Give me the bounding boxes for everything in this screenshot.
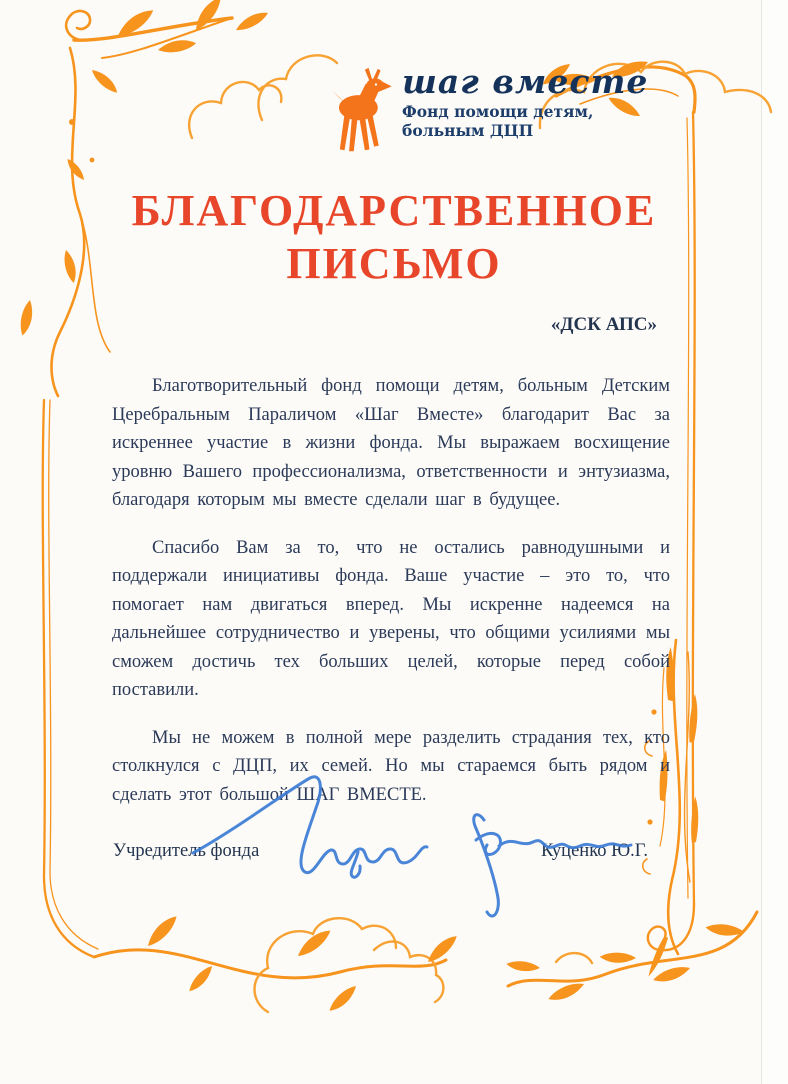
signer-name: Куценко Ю.Г. [540, 841, 648, 861]
letter-title-line2: ПИСЬМО [286, 239, 502, 288]
recipient-name: «ДСК АПС» [550, 314, 657, 335]
signature-row [113, 841, 648, 862]
fund-logo [330, 64, 648, 154]
letter-title [0, 184, 788, 290]
letter-body [112, 372, 670, 828]
signer-role: Учредитель фонда [113, 841, 260, 861]
paragraph-2: Спасибо Вам за то, что не остались равнодушными и поддержали инициативы фонда. Ваше участие – это то, что помогает нам двигаться вперед. Мы искренне надеемся на дальнейшее сотрудничество и уверены, что общими усилиями мы сможем достичь тех больших целей, которые перед собой поставили. [112, 537, 670, 700]
paragraph-1: Благотворительный фонд помощи детям, больным Детским Церебральным Параличом «Шаг Вместе» благодарит Вас за искреннее участие в жизни фонда. Мы выражаем восхищение уровню Вашего профессионализма, ответственности и энтузиазма, благодаря которым мы вместе сделали шаг в будущее. [112, 376, 670, 510]
fund-subtitle-line1: Фонд помощи детям, [402, 102, 594, 121]
letter-title-line1: БЛАГОДАРСТВЕННОЕ [131, 186, 657, 235]
fund-name: шаг вместе [402, 62, 649, 101]
paragraph-3: Мы не можем в полной мере разделить страдания тех, кто столкнулся с ДЦП, их семей. Но мы стараемся быть рядом и сделать этот большой ШАГ ВМЕСТЕ. [112, 727, 670, 805]
fawn-icon [330, 66, 396, 154]
fund-subtitle-line2: больным ДЦП [402, 121, 534, 140]
